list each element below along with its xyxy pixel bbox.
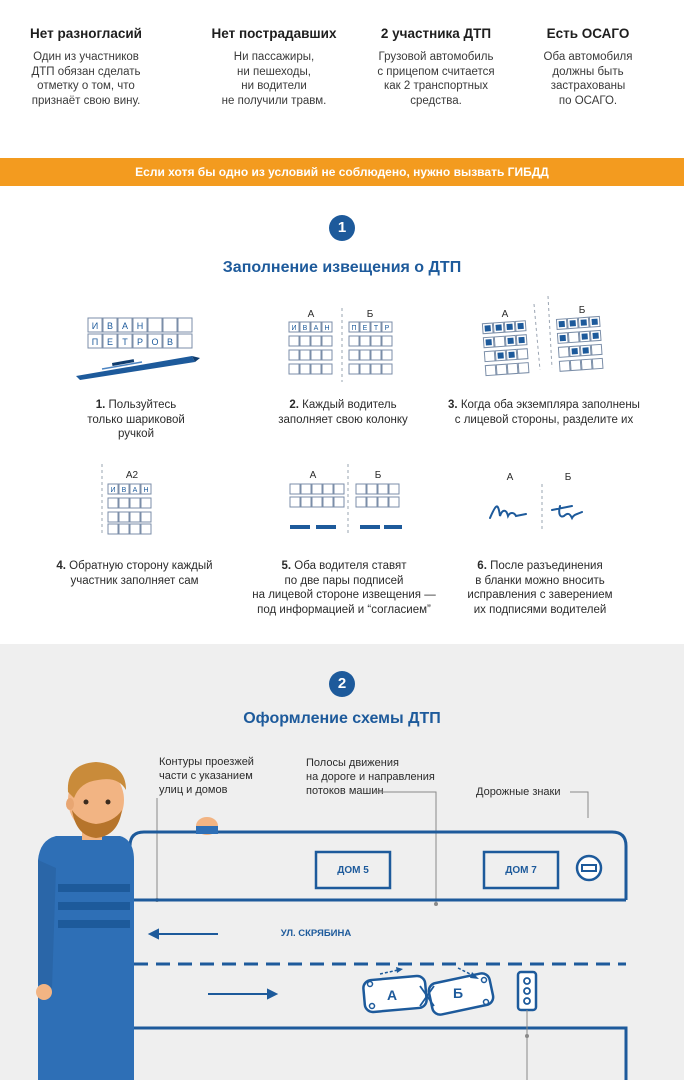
accident-scheme [0, 740, 684, 1080]
car-movement-arrows [380, 968, 474, 976]
signatures-illustration [284, 462, 408, 536]
signature-b-icon [552, 506, 582, 518]
no-entry-sign-icon [577, 856, 601, 880]
step-2: 2. Каждый водитель заполняет свою колонку [278, 399, 408, 426]
condition-osago [504, 26, 672, 108]
step-6: 6. После разъединения в бланки можно вносить исправления с заверением их подписями водителей [467, 560, 613, 616]
cell-letter: И [291, 325, 297, 332]
car-a-label: А [386, 987, 398, 1003]
cell-letter: В [166, 337, 174, 347]
condition-title: Нет разногласий [30, 26, 142, 41]
condition-no-injured [190, 26, 358, 108]
cell-letter: Н [136, 321, 144, 331]
traffic-light-icon [518, 972, 536, 1010]
column-label-a: А [307, 309, 315, 320]
ballpoint-pen-icon [76, 356, 200, 380]
sheet-label-a: А [501, 309, 509, 320]
hand-on-board-icon [196, 817, 218, 835]
separated-sheets-illustration [478, 296, 608, 378]
handwritten-signatures-illustration [480, 466, 590, 530]
condition-text: Оба автомобиля должны быть застрахованы по ОСАГО. [543, 51, 633, 107]
section-title: Оформление схемы ДТП [243, 710, 441, 727]
condition-text: Грузовой автомобиль с прицепом считается как 2 транспортных средства. [377, 51, 495, 107]
house-5-label: ДОМ 5 [337, 865, 369, 876]
column-label-b: Б [564, 472, 572, 483]
column-label-b: Б [366, 309, 374, 320]
signature-lines [290, 525, 402, 529]
cell-letter: И [110, 487, 116, 494]
signature-a-icon [490, 506, 526, 518]
cell-letter: Е [106, 337, 114, 347]
step-3: 3. Когда оба экземпляра заполнены с лицевой стороны, разделите их [448, 399, 640, 426]
cell-letter: О [151, 337, 159, 347]
cell-letter: П [91, 337, 99, 347]
cell-letter: Е [362, 325, 368, 332]
cell-letter: А [132, 487, 138, 494]
callout-signs: Дорожные знаки [476, 786, 561, 798]
cell-letter: А [313, 325, 319, 332]
section-number: 1 [329, 215, 355, 241]
street-label: УЛ. СКРЯБИНА [280, 928, 352, 939]
cell-letter: В [121, 487, 127, 494]
road-contours [130, 832, 626, 1080]
pen-illustration [72, 314, 202, 382]
man-illustration [36, 762, 134, 1080]
cell-letter: В [302, 325, 308, 332]
condition-text: Ни пассажиры, ни пешеходы, ни водители не получили травм. [221, 51, 327, 107]
condition-title: Есть ОСАГО [546, 26, 630, 41]
condition-title: 2 участника ДТП [380, 26, 492, 41]
condition-text: Один из участников ДТП обязан сделать отметку о том, что признаёт свою вину. [31, 51, 141, 107]
cell-letter: Р [384, 325, 390, 332]
two-columns-illustration [284, 304, 404, 384]
cell-letter: Р [136, 337, 144, 347]
section-number: 2 [329, 671, 355, 697]
cell-letter: Т [373, 325, 379, 332]
step-1: 1. Пользуйтесь только шариковой ручкой [87, 399, 185, 440]
sheet-label-b: Б [578, 305, 586, 316]
column-label-a: А [506, 472, 514, 483]
house-7-label: ДОМ 7 [505, 865, 537, 876]
cell-letter: Т [122, 337, 128, 347]
callout-roads: Контуры проезжей части с указанием улиц и домов [159, 756, 254, 796]
step-5: 5. Оба водителя ставят по две пары подписей на лицевой стороне извещения — под информацией и “согласием” [252, 560, 436, 616]
section-title: Заполнение извещения о ДТП [222, 259, 462, 276]
condition-two-participants [352, 26, 520, 108]
condition-title: Нет пострадавших [211, 26, 337, 41]
conditions-row [0, 0, 684, 158]
cell-letter: В [106, 321, 114, 331]
step-4: 4. Обратную сторону каждый участник заполняет сам [56, 560, 213, 587]
back-side-illustration [98, 462, 162, 536]
cell-letter: Н [324, 325, 330, 332]
warning-banner: Если хотя бы одно из условий не соблюдено, нужно вызвать ГИБДД [0, 158, 684, 186]
column-label-b: Б [374, 470, 382, 481]
condition-no-disagreement [2, 26, 170, 108]
cell-letter: Н [143, 487, 149, 494]
car-b-label: Б [452, 985, 464, 1001]
cell-letter: И [91, 321, 99, 331]
sheet-label-a2: А2 [125, 470, 139, 481]
column-label-a: А [309, 470, 317, 481]
cell-letter: А [121, 321, 129, 331]
callout-lanes: Полосы движения на дороге и направления потоков машин [306, 757, 435, 797]
cell-letter: П [351, 325, 357, 332]
